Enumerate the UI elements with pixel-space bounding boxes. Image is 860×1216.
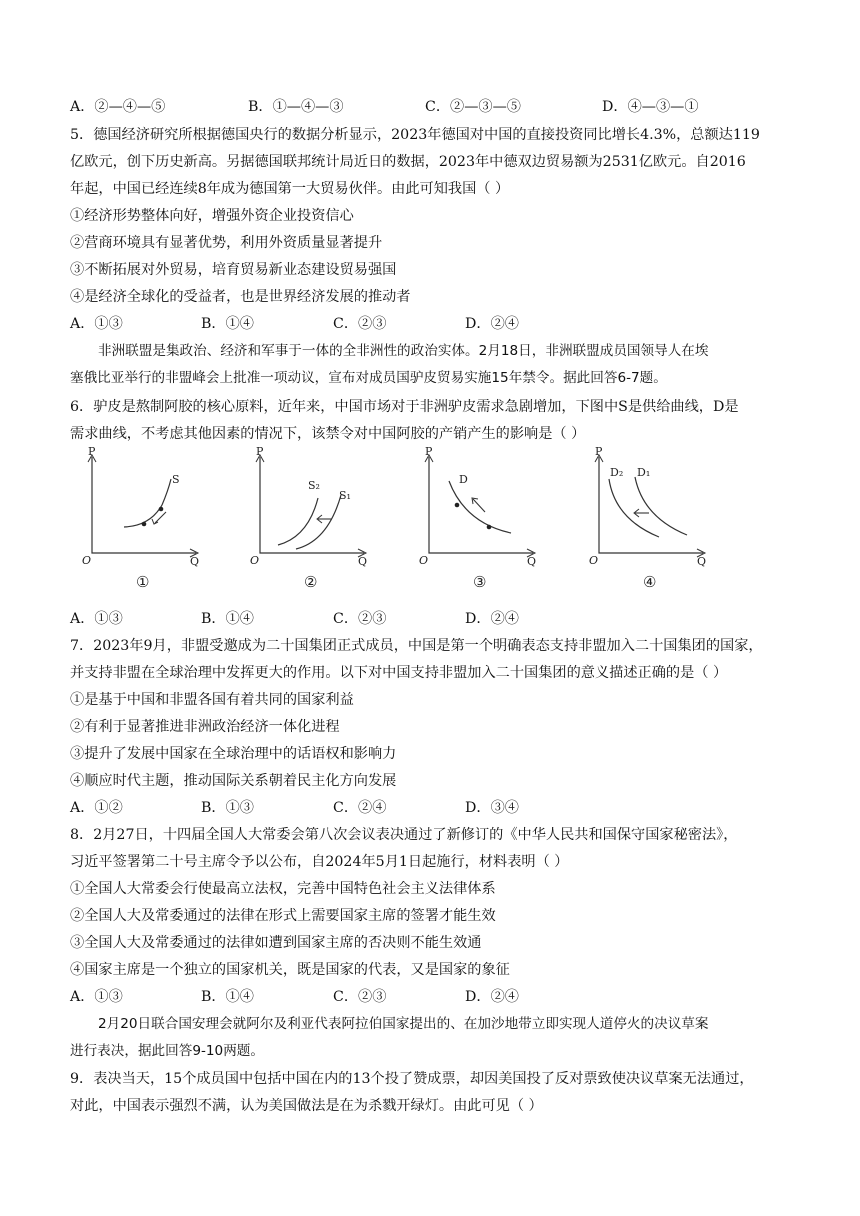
q6-stem-line: 6．驴皮是熬制阿胶的核心原料，近年来，中国市场对于非洲驴皮需求急剧增加，下图中S是供给曲线，D是 [70,399,739,415]
point [487,525,492,530]
q4-option-c[interactable]: C．②—③—⑤ [425,99,521,115]
q6-option-b[interactable]: B．①④ [201,611,254,627]
q8-option-b[interactable]: B．①④ [201,989,254,1005]
axis-p-label: P [425,445,433,458]
q5-stem-line: 亿欧元，创下历史新高。另据德国联邦统计局近日的数据，2023年中德双边贸易额为2531亿欧元。自2016 [70,154,746,170]
q8-item: ②全国人大及常委通过的法律在形式上需要国家主席的签署才能生效 [70,908,496,924]
origin-label: O [82,554,92,567]
q5-option-d[interactable]: D．②④ [465,316,519,332]
chart-number: ② [304,573,318,591]
chart-4 [585,445,735,593]
point [455,503,460,508]
point [159,507,164,512]
q8-option-c[interactable]: C．②③ [333,989,387,1005]
q7-stem-line: 7．2023年9月，非盟受邀成为二十国集团正式成员，中国是第一个明确表态支持非盟加入二十国集团的国家， [70,638,763,654]
chart-4-graphic [585,453,735,593]
curve-label: S [172,473,180,486]
q5-stem-line: 年起，中国已经连续8年成为德国第一大贸易伙伴。由此可知我国（ ） [70,181,510,197]
q5-option-b[interactable]: B．①④ [201,316,254,332]
q5-stem-line: 5．德国经济研究所根据德国央行的数据分析显示，2023年德国对中国的直接投资同比增长4.3%，总额达119 [70,127,760,143]
q4-option-b[interactable]: B．①—④—③ [248,99,344,115]
supply-curve-s2 [278,498,318,545]
q7-options [70,798,790,818]
supply-curve-s1 [296,495,341,549]
curve-label: S₂ [308,479,320,492]
q5-item: ④是经济全球化的受益者，也是世界经济发展的推动者 [70,289,411,305]
axis-p-label: P [256,445,264,458]
q9-stem-line: 9．表决当天，15个成员国中包括中国在内的13个投了赞成票，却因美国投了反对票致使决议草案无法通过， [70,1071,754,1087]
q5-option-c[interactable]: C．②③ [333,316,387,332]
axis-p-label: P [595,445,603,458]
q7-option-a[interactable]: A．①② [70,800,123,816]
axis-q-label: Q [697,555,707,568]
q7-item: ④顺应时代主题，推动国际关系朝着民主化方向发展 [70,773,397,789]
supply-curve [124,479,171,527]
q4-option-a[interactable]: A．②—④—⑤ [70,99,166,115]
q8-item: ③全国人大及常委通过的法律如遭到国家主席的否决则不能生效通 [70,935,482,951]
curve-label: D₁ [637,466,651,479]
q5-options [70,314,790,334]
chart-1-graphic [78,453,228,593]
origin-label: O [419,554,429,567]
q8-item: ④国家主席是一个独立的国家机关，既是国家的代表，又是国家的象征 [70,962,510,978]
chart-3 [415,445,565,593]
axis-q-label: Q [358,555,368,568]
q7-option-d[interactable]: D．③④ [465,800,519,816]
q6-option-d[interactable]: D．②④ [465,611,519,627]
chart-number: ① [136,573,150,591]
q5-item: ②营商环境具有显著优势，利用外资质量显著提升 [70,235,383,251]
q7-option-c[interactable]: C．②④ [333,800,387,816]
q8-option-d[interactable]: D．②④ [465,989,519,1005]
q8-option-a[interactable]: A．①③ [70,989,123,1005]
q8-stem-line: 8．2月27日，十四届全国人大常委会第八次会议表决通过了新修订的《中华人民共和国保守国家秘密法》， [70,827,738,843]
supply-demand-charts [78,445,758,593]
q4-options [70,97,790,117]
q8-stem-line: 习近平签署第二十号主席令予以公布，自2024年5月1日起施行，材料表明（ ） [70,854,569,870]
q4-option-d[interactable]: D．④—③—① [602,99,699,115]
curve-label: D [459,473,468,486]
curve-label: S₁ [339,489,351,502]
q7-item: ①是基于中国和非盟各国有着共同的国家利益 [70,692,354,708]
chart-3-graphic [415,453,565,593]
q6-option-a[interactable]: A．①③ [70,611,123,627]
passage-intro: 进行表决，据此回答9-10两题。 [70,1043,264,1059]
q5-item: ③不断拓展对外贸易，培育贸易新业态建设贸易强国 [70,262,397,278]
q9-stem-line: 对此，中国表示强烈不满，认为美国做法是在为杀戮开绿灯。由此可见（ ） [70,1098,543,1114]
demand-curve-d1 [635,477,687,535]
q7-option-b[interactable]: B．①③ [201,800,254,816]
chart-1 [78,445,228,593]
q6-stem-line: 需求曲线，不考虑其他因素的情况下，该禁令对中国阿胶的产销产生的影响是（ ） [70,426,586,442]
chart-2-graphic [246,453,396,593]
curve-label: D₂ [610,466,624,479]
passage-intro: 非洲联盟是集政治、经济和军事于一体的全非洲性的政治实体。2月18日，非洲联盟成员国领导人在埃 [98,343,709,359]
origin-label: O [250,554,260,567]
point [142,522,147,527]
q8-item: ①全国人大常委会行使最高立法权，完善中国特色社会主义法律体系 [70,881,496,897]
q7-stem-line: 并支持非盟在全球治理中发挥更大的作用。以下对中国支持非盟加入二十国集团的意义描述正确的是（ ） [70,665,728,681]
q7-item: ②有利于显著推进非洲政治经济一体化进程 [70,719,340,735]
chart-2 [246,445,396,593]
chart-number: ④ [643,573,657,591]
q6-option-c[interactable]: C．②③ [333,611,387,627]
chart-number: ③ [473,573,487,591]
q6-options [70,609,790,629]
passage-intro: 塞俄比亚举行的非盟峰会上批准一项动议，宣布对成员国驴皮贸易实施15年禁令。据此回答6-7题。 [70,370,667,386]
axis-q-label: Q [527,555,537,568]
axis-p-label: P [88,445,96,458]
origin-label: O [589,554,599,567]
axis-q-label: Q [190,555,200,568]
q5-item: ①经济形势整体向好，增强外资企业投资信心 [70,208,354,224]
demand-curve-d2 [609,479,659,537]
q7-item: ③提升了发展中国家在全球治理中的话语权和影响力 [70,746,397,762]
q8-options [70,987,790,1007]
q5-option-a[interactable]: A．①③ [70,316,123,332]
passage-intro: 2月20日联合国安理会就阿尔及利亚代表阿拉伯国家提出的、在加沙地带立即实现人道停火的决议草案 [98,1016,709,1032]
